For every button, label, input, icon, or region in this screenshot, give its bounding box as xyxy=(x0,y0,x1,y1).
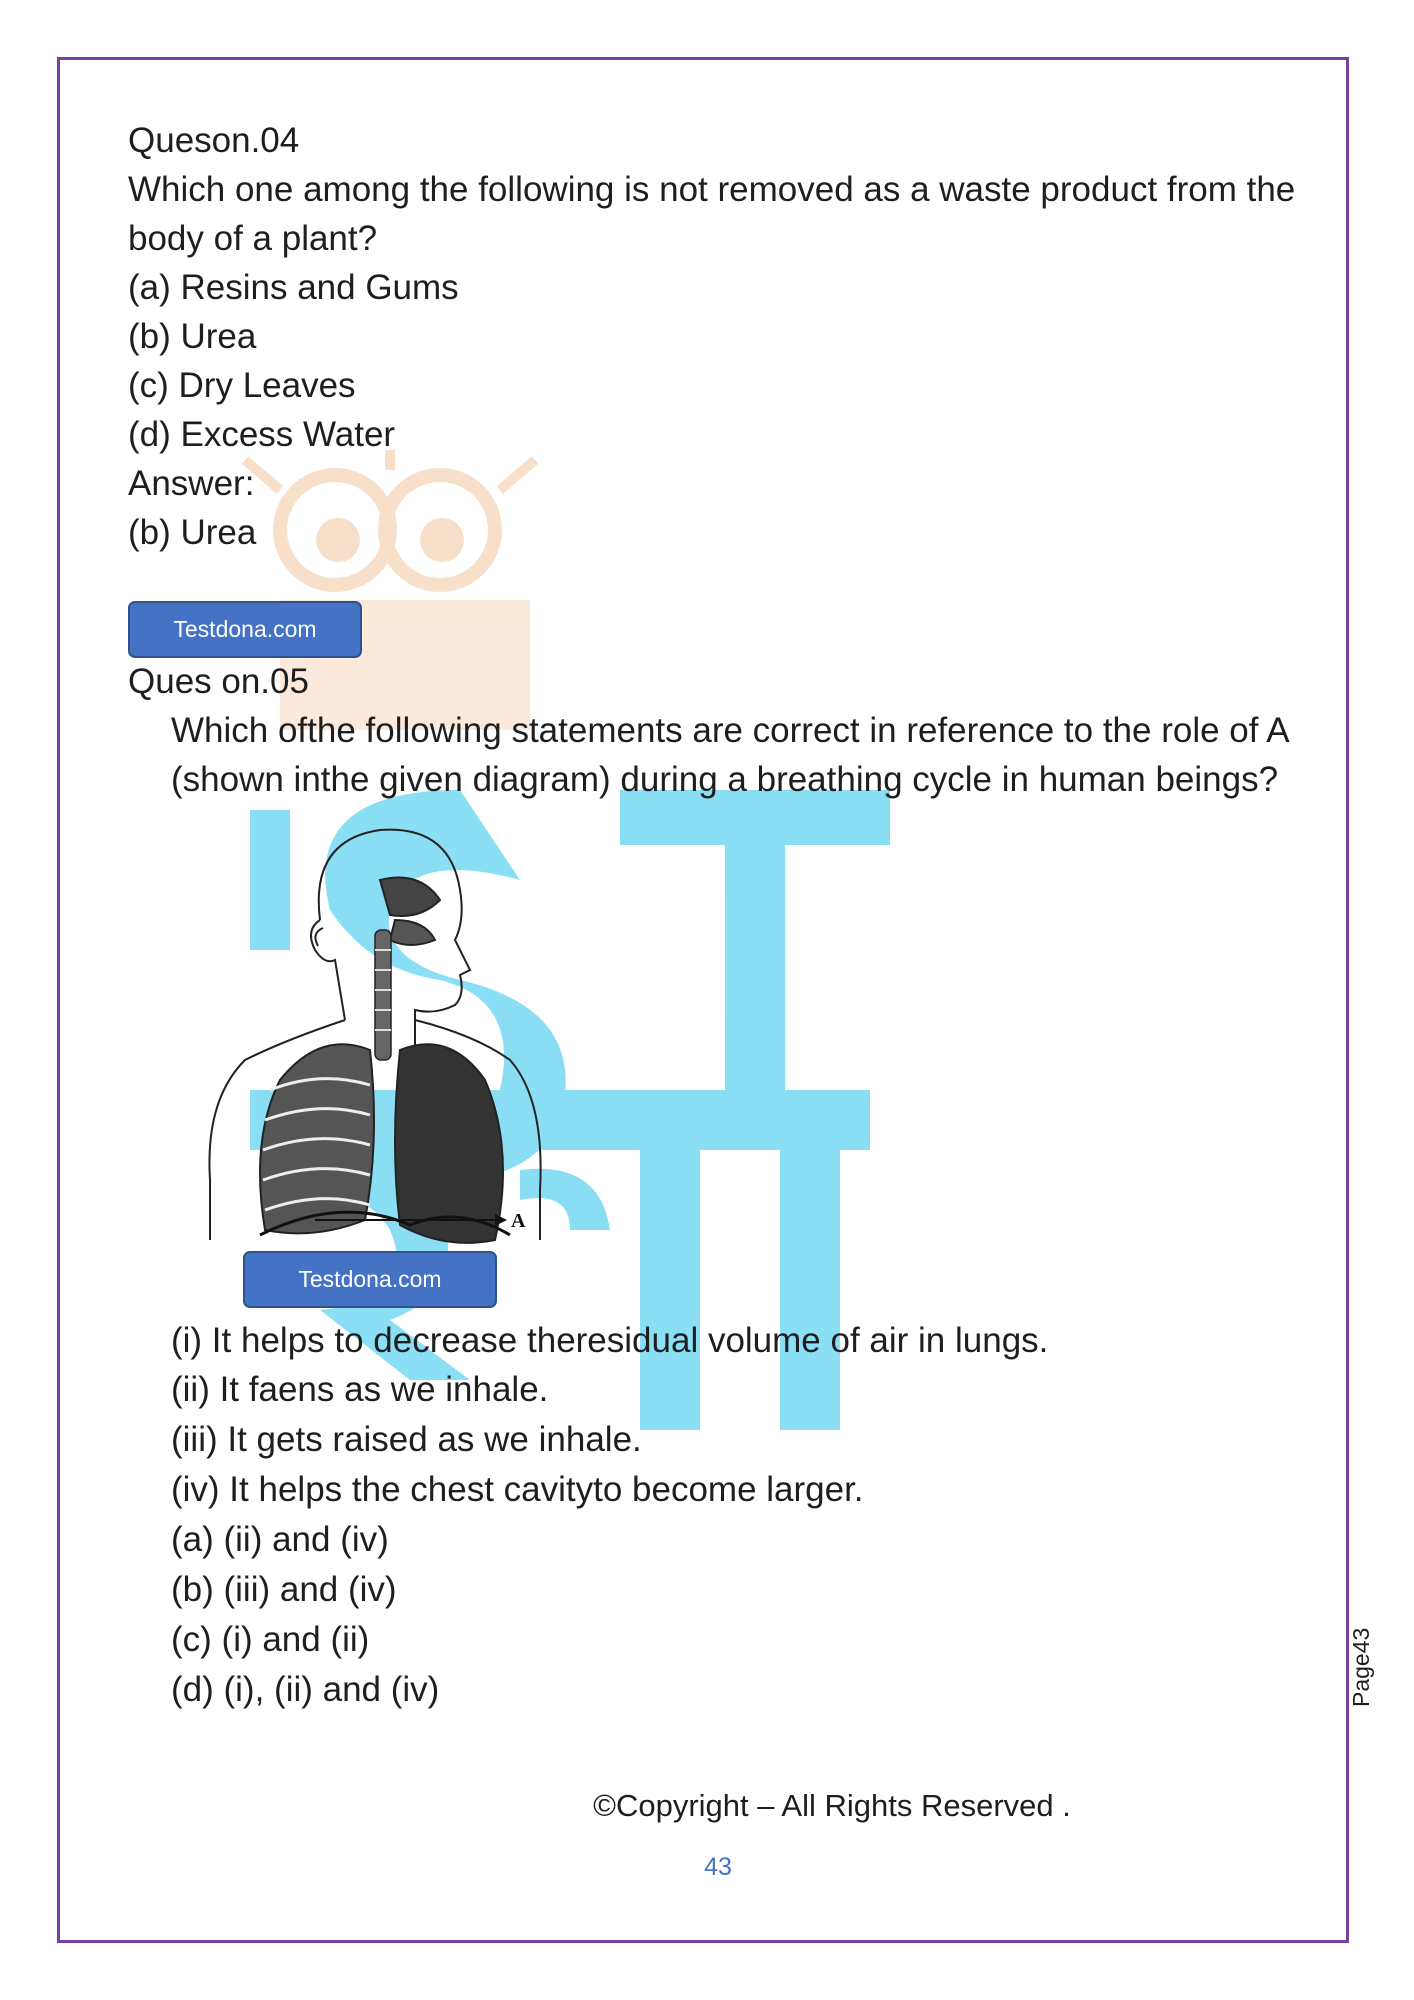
option-c: (c) Dry Leaves xyxy=(128,366,356,405)
testdona-badge[interactable]: Testdona.com xyxy=(243,1251,497,1308)
copyright-notice: ©Copyright – All Rights Reserved . xyxy=(593,1788,1071,1823)
question-04-heading: Queson.04 xyxy=(128,121,300,160)
option-b: (b) Urea xyxy=(128,317,257,356)
option-a: (a) Resins and Gums xyxy=(128,268,459,307)
side-page-label: Page43 xyxy=(1348,1627,1374,1707)
diaphragm-label: A xyxy=(511,1210,526,1232)
testdona-badge[interactable]: Testdona.com xyxy=(128,601,362,658)
statement-ii: (ii) It faens as we inhale. xyxy=(171,1370,549,1409)
option-d: (d) (i), (ii) and (iv) xyxy=(171,1670,440,1709)
option-d: (d) Excess Water xyxy=(128,415,396,454)
statement-i: (i) It helps to decrease theresidual volume of air in lungs. xyxy=(171,1321,1049,1360)
question-05-text-line2: (shown inthe given diagram) during a breathing cycle in human beings? xyxy=(171,760,1279,799)
question-05-heading: Ques on.05 xyxy=(128,662,309,701)
question-04-text-line1: Which one among the following is not removed as a waste product from the xyxy=(128,170,1296,209)
question-04-text-line2: body of a plant? xyxy=(128,219,378,258)
answer-value: (b) Urea xyxy=(128,513,257,552)
option-b: (b) (iii) and (iv) xyxy=(171,1570,397,1609)
question-05-text-line1: Which ofthe following statements are correct in reference to the role of A xyxy=(171,711,1290,750)
respiratory-system-diagram xyxy=(205,810,570,1250)
statement-iii: (iii) It gets raised as we inhale. xyxy=(171,1420,642,1459)
statement-iv: (iv) It helps the chest cavityto become larger. xyxy=(171,1470,864,1509)
option-a: (a) (ii) and (iv) xyxy=(171,1520,389,1559)
option-c: (c) (i) and (ii) xyxy=(171,1620,370,1659)
page-number: 43 xyxy=(704,1853,732,1881)
answer-label: Answer: xyxy=(128,464,255,503)
